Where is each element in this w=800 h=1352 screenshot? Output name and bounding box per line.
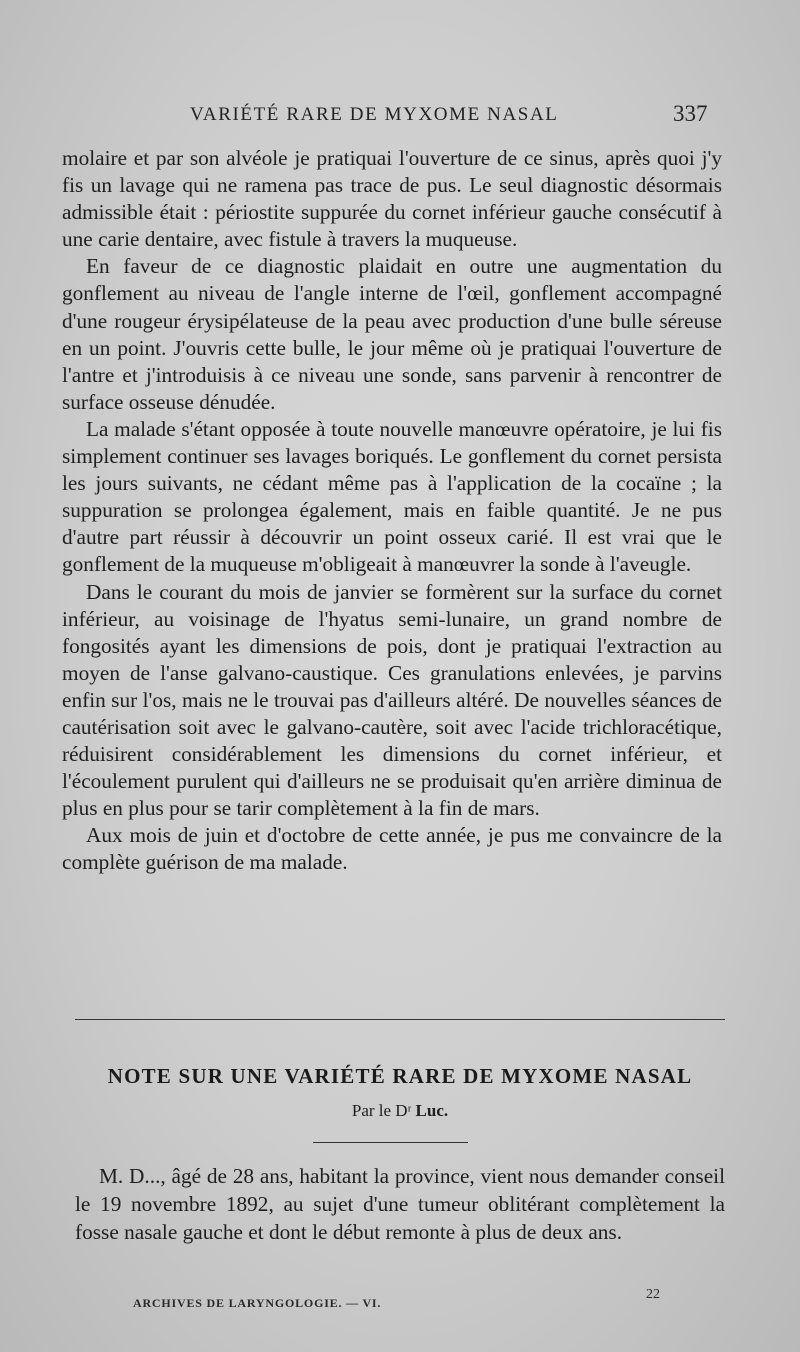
- byline: [0, 1101, 800, 1121]
- running-title: VARIÉTÉ RARE DE MYXOME NASAL: [190, 104, 559, 125]
- paragraph: Aux mois de juin et d'octobre de cette année, je pus me convaincre de la complète guérison de ma malade.: [62, 823, 722, 875]
- footer-sheet-number: 22: [646, 1287, 660, 1302]
- title-divider: [313, 1142, 468, 1143]
- running-head: [0, 101, 800, 134]
- article-title: NOTE SUR UNE VARIÉTÉ RARE DE MYXOME NASAL: [107, 1064, 693, 1088]
- paragraph: En faveur de ce diagnostic plaidait en outre une augmentation du gonflement au niveau de l'angle interne de l'œil, gonflement accompagné d'une rougeur érysipélateuse de la peau avec production d'une bulle séreuse en un point. J'ouvris cette bulle, le jour même où je pratiquai l'ouverture de l'antre et j'introduisis à ce niveau une sonde, sans parvenir à rencontrer de surface osseuse dénudée.: [62, 254, 722, 414]
- byline-prefix: Par le Dʳ: [351, 1101, 412, 1120]
- paragraph: Dans le courant du mois de janvier se formèrent sur la surface du cornet inférieur, au voisinage de l'hyatus semi-lunaire, un grand nombre de fongosités ayant les dimensions de pois, dont je pratiquai l'extraction au moyen de l'anse galvano-caustique. Ces granulations enlevées, je parvins enfin sur l'os, mais ne le trouvai pas d'ailleurs altéré. De nouvelles séances de cautérisation soit avec le galvano-cautère, soit avec l'acide trichloracétique, réduisirent considérablement les dimensions du cornet inférieur, et l'écoulement purulent qui d'ailleurs ne se produisait qu'en arrière diminua de plus en plus pour se tarir complètement à la fin de mars.: [62, 579, 722, 821]
- continued-text: [62, 145, 722, 877]
- paragraph-continued: molaire et par son alvéole je pratiquai l'ouverture de ce sinus, après quoi j'y fis un lavage qui ne ramena pas trace de pus. Le seul diagnostic désormais admissible était : périostite suppurée du cornet inférieur gauche consécutif à une carie dentaire, avec fistule à travers la muqueuse.: [62, 146, 722, 252]
- byline-author: Luc.: [415, 1101, 449, 1120]
- paragraph: La malade s'étant opposée à toute nouvelle manœuvre opératoire, je lui fis simplement continuer ses lavages boriqués. Le gonflement du cornet persista les jours suivants, ne cédant même pas à l'application de la cocaïne ; la suppuration se prolongea également, mais en faible quantité. Je ne pus d'autre part réussir à découvrir un point osseux carié. Il est vrai que le gonflement de la muqueuse m'obligeait à manœuvrer la sonde à l'aveugle.: [62, 416, 722, 577]
- footer-signature: ARCHIVES DE LARYNGOLOGIE. — VI.: [133, 1296, 382, 1310]
- article-first-paragraph: M. D..., âgé de 28 ans, habitant la province, vient nous demander conseil le 19 novembre 1892, au sujet d'une tumeur oblitérant complètement la fosse nasale gauche et dont le début remonte à plus de deux ans.: [75, 1164, 725, 1244]
- section-divider: [75, 1019, 725, 1020]
- article-body: [75, 1162, 725, 1246]
- page-number: 337: [673, 101, 708, 126]
